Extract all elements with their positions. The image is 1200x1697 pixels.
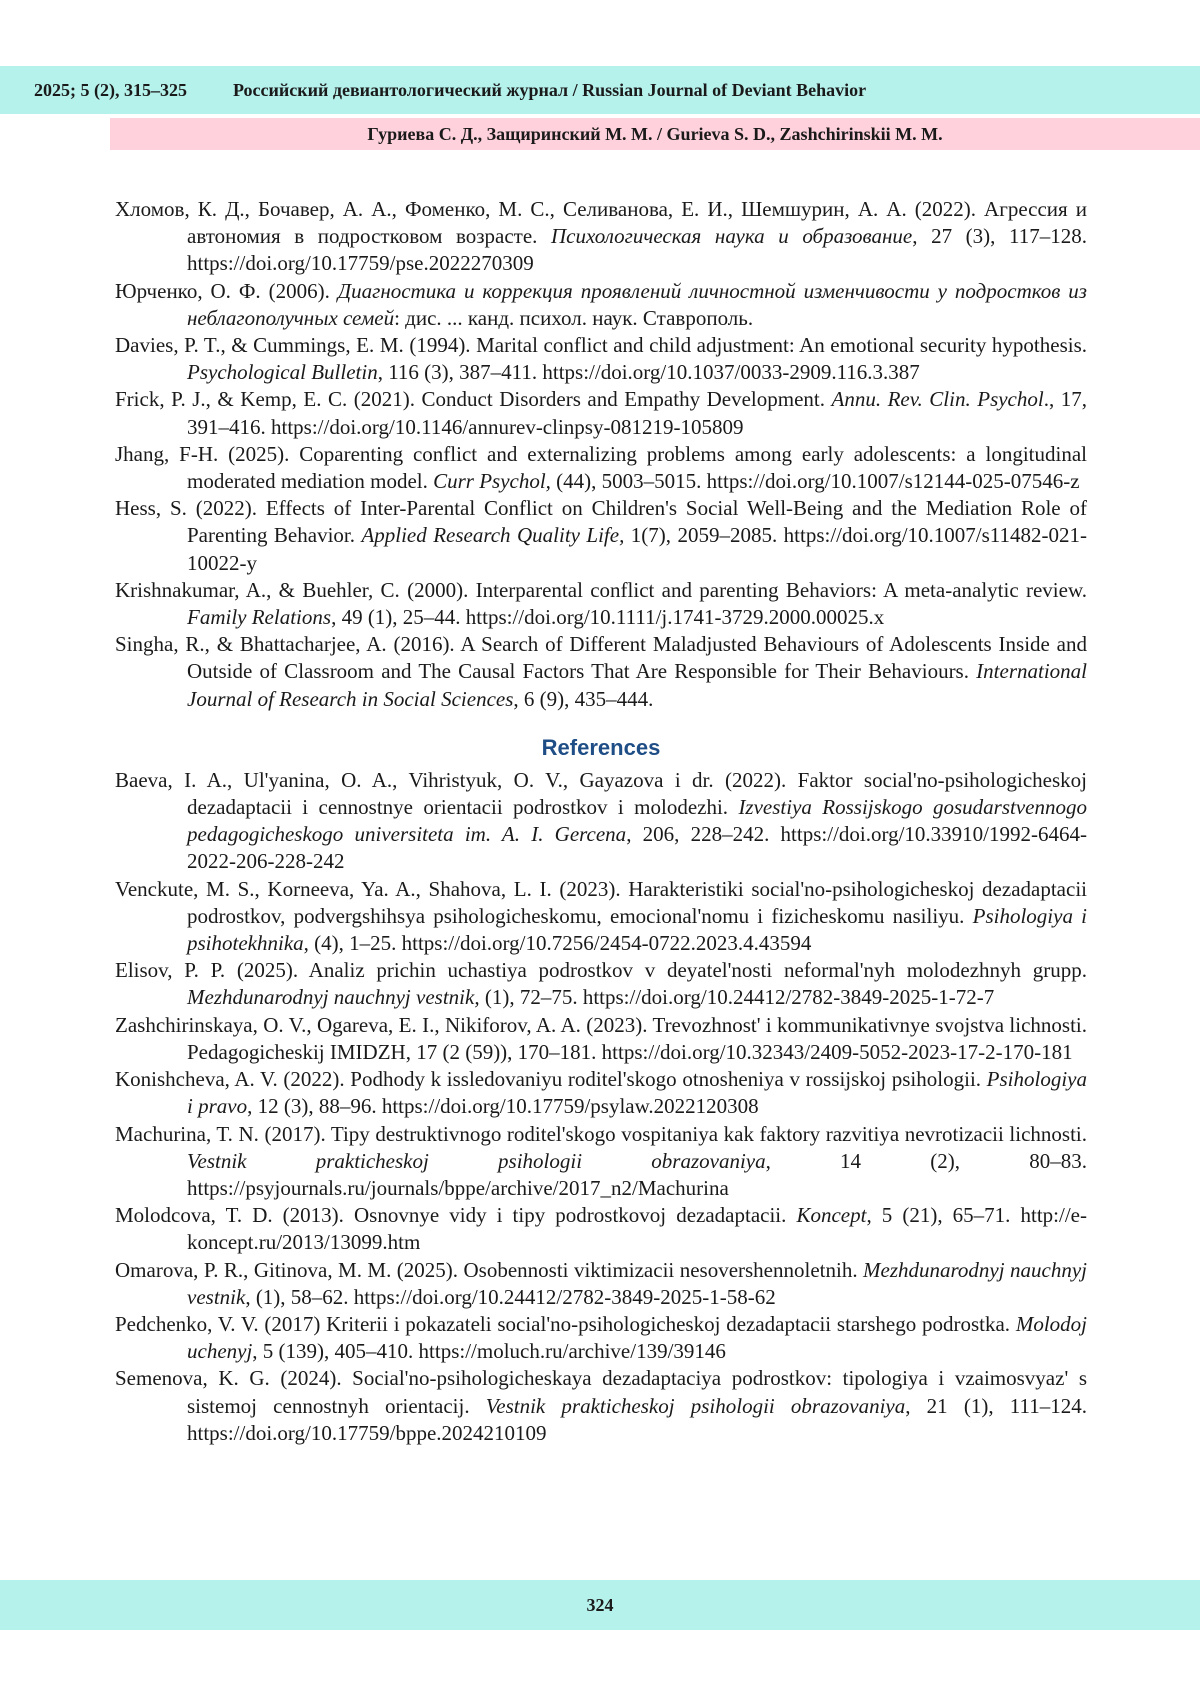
- reference-details: , 206, 228–242. https://doi.org/10.33910/1992-6464-2022-206-228-242: [187, 822, 1088, 874]
- reference-source-title: Диагностика и коррекция проявлений личностной изменчивости у подростков из неблагополучных семей: [187, 278, 1088, 330]
- reference-text: Molodcova, T. D. (2013). Osnovnye vidy i tipy podrostkovoj dezadaptacii.: [115, 1203, 797, 1228]
- reference-source-title: Molodoj uchenyj: [187, 1311, 1087, 1364]
- reference-text: Pedchenko, V. V. (2017) Kriterii i pokazateli social'no-psihologicheskoj dezadaptacii starshego podrostka.: [115, 1311, 1016, 1336]
- reference-details: , 21 (1), 111–124. https://doi.org/10.17759/bppe.2024210109: [187, 1393, 1087, 1445]
- reference-details: , 116 (3), 387–411. https://doi.org/10.1037/0033-2909.116.3.387: [377, 360, 920, 385]
- reference-details: ., 17, 391–416. https://doi.org/10.1146/annurev-clinpsy-081219-105809: [187, 387, 1087, 439]
- reference-text: Semenova, K. G. (2024). Social'no-psihologicheskaya dezadaptaciya podrostkov: tipologiya i vzaimosvyaz' s sistemoj cennostnyh orientacij.: [115, 1366, 1087, 1418]
- page-number: 324: [586, 1595, 614, 1615]
- reference-source-title: International Journal of Research in Social Sciences: [187, 659, 1087, 711]
- reference-text: Singha, R., & Bhattacharjee, A. (2016). A Search of Different Maladjusted Behaviours of Adolescents Inside and Outside of Classroom and The Causal Factors That Are Responsible for Their Behaviours.: [115, 632, 1087, 684]
- reference-source-title: Vestnik prakticheskoj psihologii obrazovaniya: [485, 1393, 906, 1418]
- reference-source-title: Mezhdunarodnyj nauchnyj vestnik,: [187, 985, 480, 1010]
- reference-text: Venckute, M. S., Korneeva, Ya. A., Shahova, L. I. (2023). Harakteristiki social'no-psihologicheskoj dezadaptacii podrostkov, podvergshihsya psihologicheskomu, emocional'nomu i fizicheskomu nasiliyu.: [115, 876, 1087, 928]
- reference-text: Zashchirinskaya, O. V., Ogareva, E. I., Nikiforov, A. A. (2023). Trevozhnost' i kommunikativnye svojstva lichnosti. Pedagogicheskij IMIDZH, 17 (2 (59)), 170–181. https://doi.org/10.32343/2409-5052-2023-17-2-170-181: [115, 1012, 1087, 1064]
- reference-entry: [115, 1311, 1087, 1365]
- reference-details: , 5 (21), 65–71. http://e-koncept.ru/2013/13099.htm: [187, 1203, 1087, 1255]
- reference-details: , 6 (9), 435–444.: [513, 686, 654, 711]
- reference-entry: [115, 441, 1087, 495]
- reference-details: , 27 (3), 117–128. https://doi.org/10.17759/pse.2022270309: [187, 224, 1087, 276]
- reference-text: Baeva, I. A., Ul'yanina, O. A., Vihristyuk, O. V., Gayazova i dr. (2022). Faktor social'no-psihologicheskoj dezadaptacii i cennostnye orientacii podrostkov i molodezhi.: [115, 767, 1087, 820]
- reference-text: Jhang, F-H. (2025). Coparenting conflict and externalizing problems among early adolescents: a longitudinal moderated mediation model.: [115, 441, 1087, 494]
- reference-entry: [115, 332, 1087, 386]
- reference-entry: [115, 1365, 1087, 1447]
- reference-entry: [115, 1202, 1087, 1256]
- reference-details: , 14 (2), 80–83. https://psyjournals.ru/journals/bppe/archive/2017_n2/Machurina: [187, 1148, 1087, 1200]
- reference-list-transliterated: [115, 767, 1087, 1447]
- reference-details: : дис. ... канд. психол. наук. Ставрополь.: [394, 305, 754, 330]
- reference-text: Юрченко, О. Ф. (2006).: [115, 278, 338, 303]
- reference-source-title: Family Relations: [187, 605, 332, 630]
- reference-details: , 5 (139), 405–410. https://moluch.ru/archive/139/39146: [252, 1339, 726, 1364]
- reference-entry: [115, 278, 1087, 332]
- reference-source-title: Vestnik prakticheskoj psihologii obrazovaniya: [187, 1148, 766, 1173]
- reference-list-russian: [115, 196, 1087, 713]
- reference-entry: [115, 1012, 1087, 1066]
- reference-source-title: Applied Research Quality Life,: [361, 523, 625, 548]
- reference-details: (1), 72–75. https://doi.org/10.24412/2782-3849-2025-1-72-7: [479, 985, 995, 1010]
- reference-source-title: Психологическая наука и образование: [551, 224, 913, 249]
- reference-text: Hess, S. (2022). Effects of Inter-Parental Conflict on Children's Social Well-Being and the Mediation Role of Parenting Behavior.: [115, 496, 1087, 548]
- reference-details: , (4), 1–25. https://doi.org/10.7256/2454-0722.2023.4.43594: [303, 931, 812, 956]
- issue-meta: 2025; 5 (2), 315–325: [34, 80, 187, 100]
- reference-source-title: Annu. Rev. Clin. Psychol: [831, 387, 1044, 412]
- reference-text: Elisov, P. P. (2025). Analiz prichin uchastiya podrostkov v deyatel'nosti neformal'nyh molodezhnyh grupp.: [115, 958, 1087, 983]
- reference-source-title: Psihologiya i pravo: [187, 1067, 1087, 1119]
- reference-text: Хломов, К. Д., Бочавер, А. А., Фоменко, М. С., Селиванова, Е. И., Шемшурин, А. А. (2022). Агрессия и автономия в подростковом возрасте.: [115, 197, 1087, 249]
- reference-entry: [115, 495, 1087, 577]
- reference-details: (44), 5003–5015. https://doi.org/10.1007/s12144-025-07546-z: [550, 469, 1080, 494]
- running-authors: Гуриева С. Д., Защиринский М. М. / Gurieva S. D., Zashchirinskii M. M.: [367, 124, 943, 144]
- reference-entry: [115, 631, 1087, 713]
- reference-text: Machurina, T. N. (2017). Tipy destruktivnogo roditel'skogo vospitaniya kak faktory razvitiya nevrotizacii lichnosti.: [115, 1121, 1087, 1146]
- reference-details: , 12 (3), 88–96. https://doi.org/10.17759/psylaw.2022120308: [247, 1094, 759, 1119]
- reference-text: Omarova, P. R., Gitinova, M. M. (2025). Osobennosti viktimizacii nesovershennoletnih.: [115, 1257, 864, 1282]
- references-heading: References: [541, 734, 661, 760]
- reference-entry: [115, 876, 1087, 958]
- reference-entry: [115, 957, 1087, 1011]
- reference-entry: [115, 1121, 1087, 1203]
- reference-details: 1(7), 2059–2085. https://doi.org/10.1007/s11482-021-10022-y: [187, 523, 1087, 575]
- reference-text: Frick, P. J., & Kemp, E. C. (2021). Conduct Disorders and Empathy Development.: [115, 387, 832, 412]
- reference-entry: [115, 1257, 1087, 1311]
- reference-source-title: Mezhdunarodnyj nauchnyj vestnik: [187, 1257, 1087, 1309]
- reference-source-title: Curr Psychol,: [433, 469, 551, 494]
- reference-source-title: Izvestiya Rossijskogo gosudarstvennogo pedagogicheskogo universiteta im. A. I. Gercena: [187, 795, 1087, 847]
- reference-text: Konishcheva, A. V. (2022). Podhody k issledovaniyu roditel'skogo otnosheniya v rossijskoj psihologii.: [115, 1067, 987, 1092]
- reference-source-title: Koncept: [796, 1203, 867, 1228]
- reference-source-title: Psihologiya i psihotekhnika: [187, 903, 1087, 956]
- reference-details: , (1), 58–62. https://doi.org/10.24412/2782-3849-2025-1-58-62: [245, 1284, 776, 1309]
- reference-entry: [115, 1066, 1087, 1120]
- reference-entry: [115, 196, 1087, 278]
- journal-title: Российский девиантологический журнал / Russian Journal of Deviant Behavior: [233, 80, 867, 100]
- reference-entry: [115, 386, 1087, 440]
- reference-entry: [115, 577, 1087, 631]
- reference-content: [115, 196, 1087, 1447]
- reference-text: Davies, P. T., & Cummings, E. M. (1994). Marital conflict and child adjustment: An emotional security hypothesis.: [115, 333, 1087, 358]
- reference-text: Krishnakumar, A., & Buehler, C. (2000). Interparental conflict and parenting Behaviors: A meta-analytic review.: [115, 577, 1087, 602]
- reference-details: , 49 (1), 25–44. https://doi.org/10.1111/j.1741-3729.2000.00025.x: [331, 605, 885, 630]
- reference-source-title: Psychological Bulletin: [187, 360, 378, 385]
- reference-entry: [115, 767, 1087, 876]
